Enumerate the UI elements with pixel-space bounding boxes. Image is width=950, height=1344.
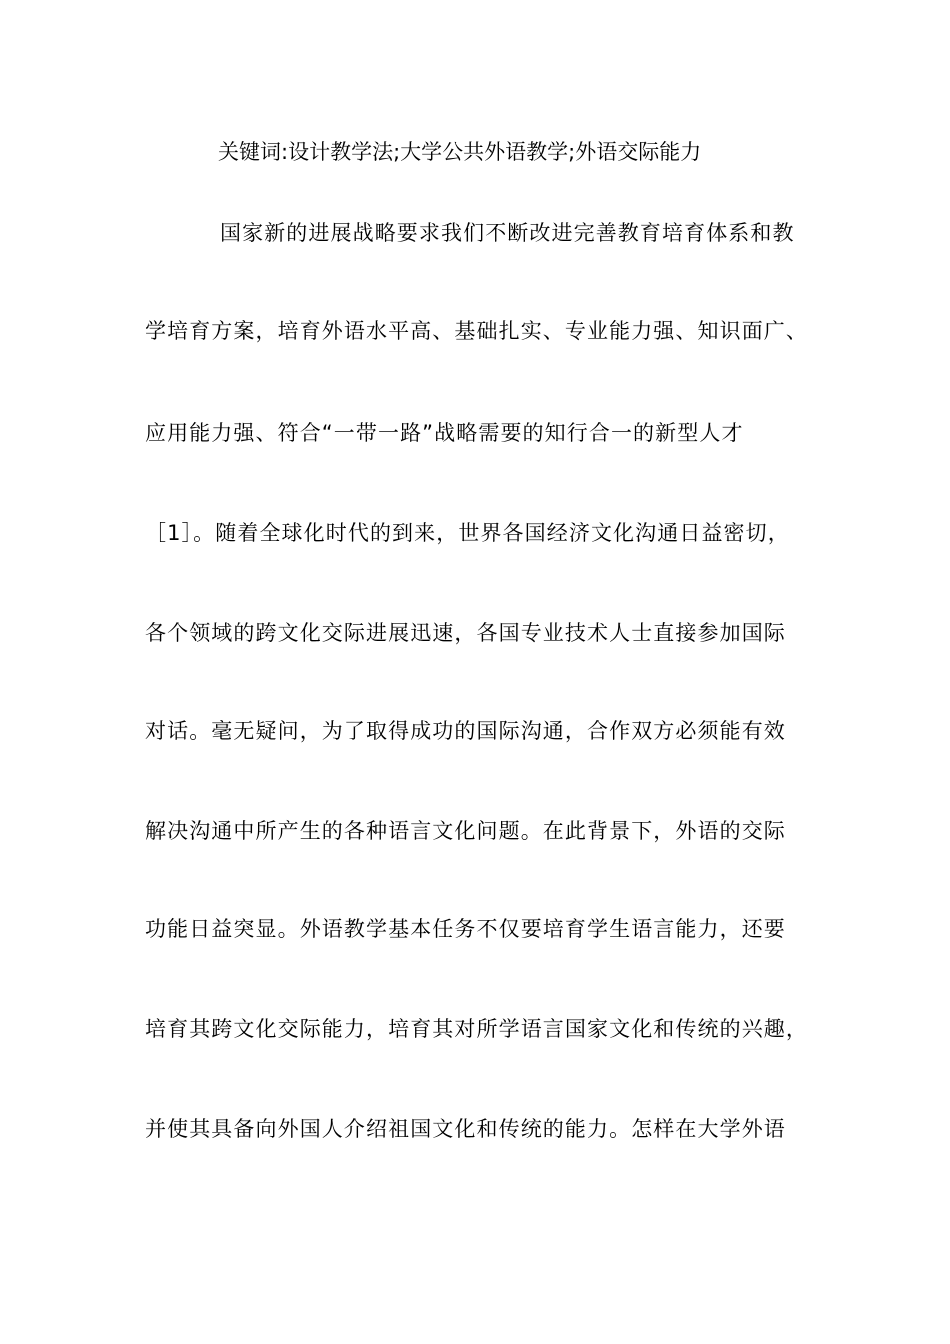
paragraph-line-2: 学培育方案，培育外语水平高、基础扎实、专业能力强、知识面广、 xyxy=(145,319,808,343)
paragraph-line-5: 各个领域的跨文化交际进展迅速，各国专业技术人士直接参加国际 xyxy=(145,621,786,645)
paragraph-line-9: 培育其跨文化交际能力，培育其对所学语言国家文化和传统的兴趣， xyxy=(145,1017,808,1041)
paragraph-line-6: 对话。毫无疑问，为了取得成功的国际沟通，合作双方必须能有效 xyxy=(145,719,786,743)
paragraph-line-4: ［1］。随着全球化时代的到来，世界各国经济文化沟通日益密切， xyxy=(145,521,790,545)
paragraph-line-3: 应用能力强、符合“一带一路”战略需要的知行合一的新型人才 xyxy=(145,421,744,445)
paragraph-line-7: 解决沟通中所产生的各种语言文化问题。在此背景下，外语的交际 xyxy=(145,819,786,843)
keywords-line: 关键词:设计教学法;大学公共外语教学;外语交际能力 xyxy=(218,140,702,164)
paragraph-line-8: 功能日益突显。外语教学基本任务不仅要培育学生语言能力，还要 xyxy=(145,917,786,941)
paragraph-line-1: 国家新的进展战略要求我们不断改进完善教育培育体系和教 xyxy=(220,221,795,245)
paragraph-line-10: 并使其具备向外国人介绍祖国文化和传统的能力。怎样在大学外语 xyxy=(145,1117,786,1141)
